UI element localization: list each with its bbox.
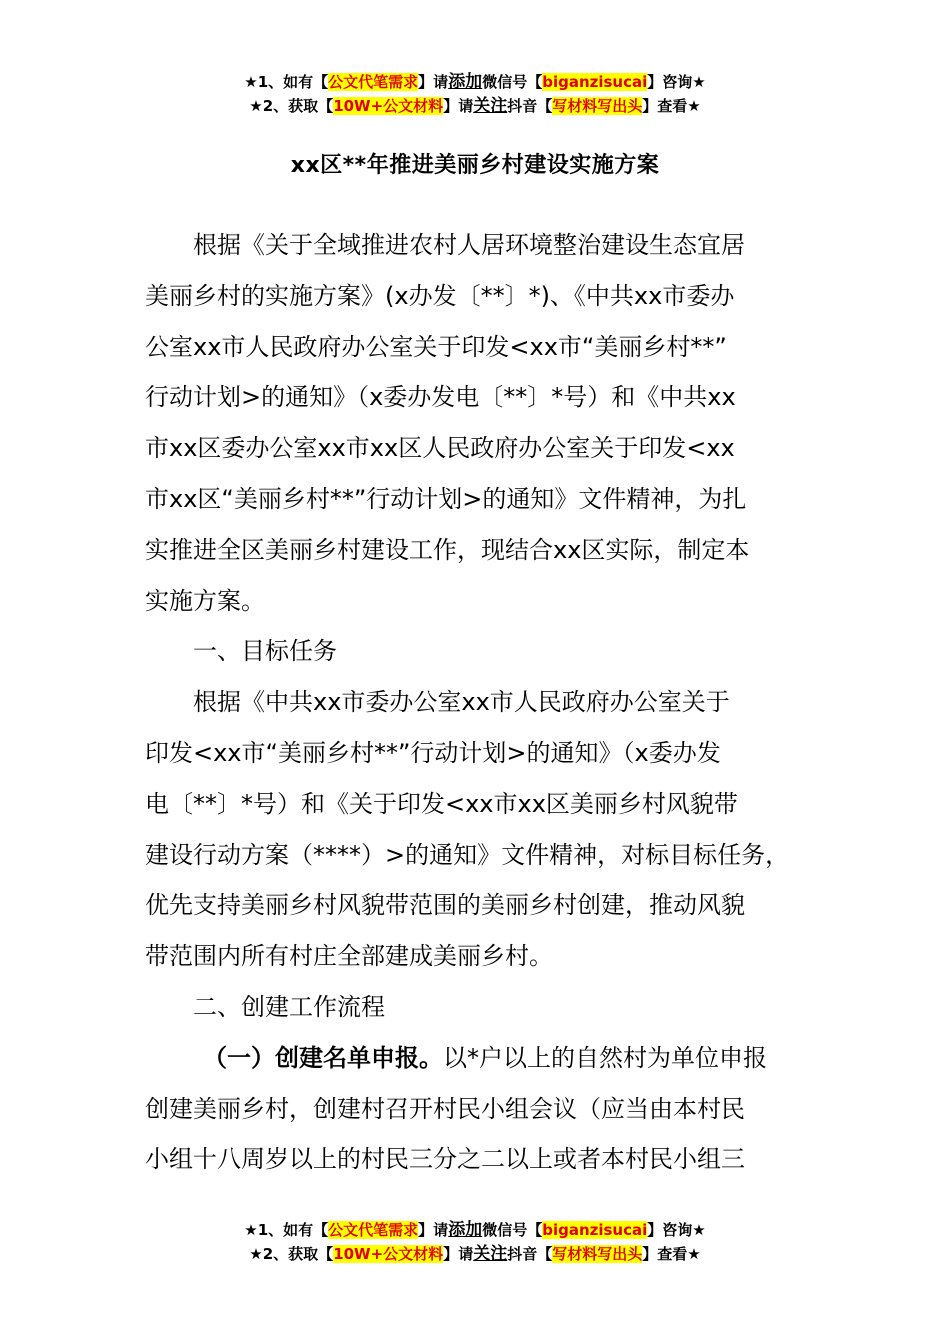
banner-highlight: 写材料写出头 (552, 1245, 643, 1263)
banner-highlight: 10W+公文材料 (333, 97, 444, 115)
body-line: 实推进全区美丽乡村建设工作，现结合xx区实际，制定本 (145, 535, 750, 564)
banner-highlight: 10W+公文材料 (333, 1245, 444, 1263)
banner-text: 】咨询★ (647, 73, 706, 91)
banner-highlight: biganzisucai (542, 73, 648, 91)
body-line: 市xx区“美丽乡村**”行动计划>的通知》文件精神，为扎 (145, 484, 747, 513)
banner-text: 】请 (443, 97, 474, 115)
banner-text: ★2、获取【 (249, 97, 334, 115)
banner-text: 】请 (443, 1245, 474, 1263)
body-line: 带范围内所有村庄全部建成美丽乡村。 (145, 942, 553, 971)
section-heading: 一、目标任务 (193, 637, 337, 666)
body-line: 行动计划>的通知》（x委办发电〔**〕*号）和《中共xx (145, 383, 736, 412)
banner-text: 微信号【 (482, 1221, 543, 1239)
banner-line-2 (0, 94, 950, 118)
banner-underline: 添加 (448, 1220, 483, 1240)
banner-text: 抖音【 (507, 97, 553, 115)
body-line: 小组十八周岁以上的村民三分之二以上或者本村民小组三 (145, 1145, 745, 1174)
body-line: 优先支持美丽乡村风貌带范围的美丽乡村创建，推动风貌 (145, 891, 745, 920)
banner-line-1 (0, 1218, 950, 1242)
header-banner (0, 70, 950, 118)
banner-text: 】查看★ (642, 97, 701, 115)
body-line: 市xx区委办公室xx市xx区人民政府办公室关于印发<xx (145, 434, 735, 463)
body-line: 建设行动方案（****）>的通知》文件精神，对标目标任务， (145, 840, 790, 869)
section-heading: 二、创建工作流程 (193, 992, 385, 1021)
body-line: 印发<xx市“美丽乡村**”行动计划>的通知》（x委办发 (145, 738, 721, 767)
banner-highlight: 公文代笔需求 (328, 1221, 419, 1239)
body-line (145, 1033, 835, 1084)
banner-underline: 关注 (473, 96, 508, 116)
body-line: 创建美丽乡村，创建村召开村民小组会议（应当由本村民 (145, 1094, 745, 1123)
body-line: 根据《中共xx市委办公室xx市人民政府办公室关于 (193, 688, 730, 717)
banner-text: 】请 (418, 73, 449, 91)
banner-highlight: biganzisucai (542, 1221, 648, 1239)
banner-text: ★1、如有【 (244, 73, 329, 91)
body-line: 电〔**〕*号）和《关于印发<xx市xx区美丽乡村风貌带 (145, 789, 738, 818)
banner-text: 微信号【 (482, 73, 543, 91)
banner-underline: 添加 (448, 72, 483, 92)
body-line: 实施方案。 (145, 586, 265, 615)
footer-banner (0, 1218, 950, 1266)
banner-line-2 (0, 1242, 950, 1266)
banner-text: ★2、获取【 (249, 1245, 334, 1263)
banner-text: ★1、如有【 (244, 1221, 329, 1239)
document-body (145, 220, 835, 1185)
banner-underline: 关注 (473, 1244, 508, 1264)
banner-text: 抖音【 (507, 1245, 553, 1263)
document-title: xx区**年推进美丽乡村建设实施方案 (290, 153, 660, 178)
banner-highlight: 公文代笔需求 (328, 73, 419, 91)
banner-text: 】咨询★ (647, 1221, 706, 1239)
body-line: 美丽乡村的实施方案》(x办发〔**〕*)、《中共xx市委办 (145, 281, 735, 310)
banner-highlight: 写材料写出头 (552, 97, 643, 115)
banner-text: 】查看★ (642, 1245, 701, 1263)
body-line: 公室xx市人民政府办公室关于印发<xx市“美丽乡村**” (145, 332, 727, 361)
banner-text: 】请 (418, 1221, 449, 1239)
body-line: 根据《关于全域推进农村人居环境整治建设生态宜居 (193, 231, 745, 259)
banner-line-1 (0, 70, 950, 94)
subsection-heading: （一）创建名单申报。 (203, 1043, 443, 1072)
body-text: 以*户以上的自然村为单位申报 (443, 1043, 767, 1072)
